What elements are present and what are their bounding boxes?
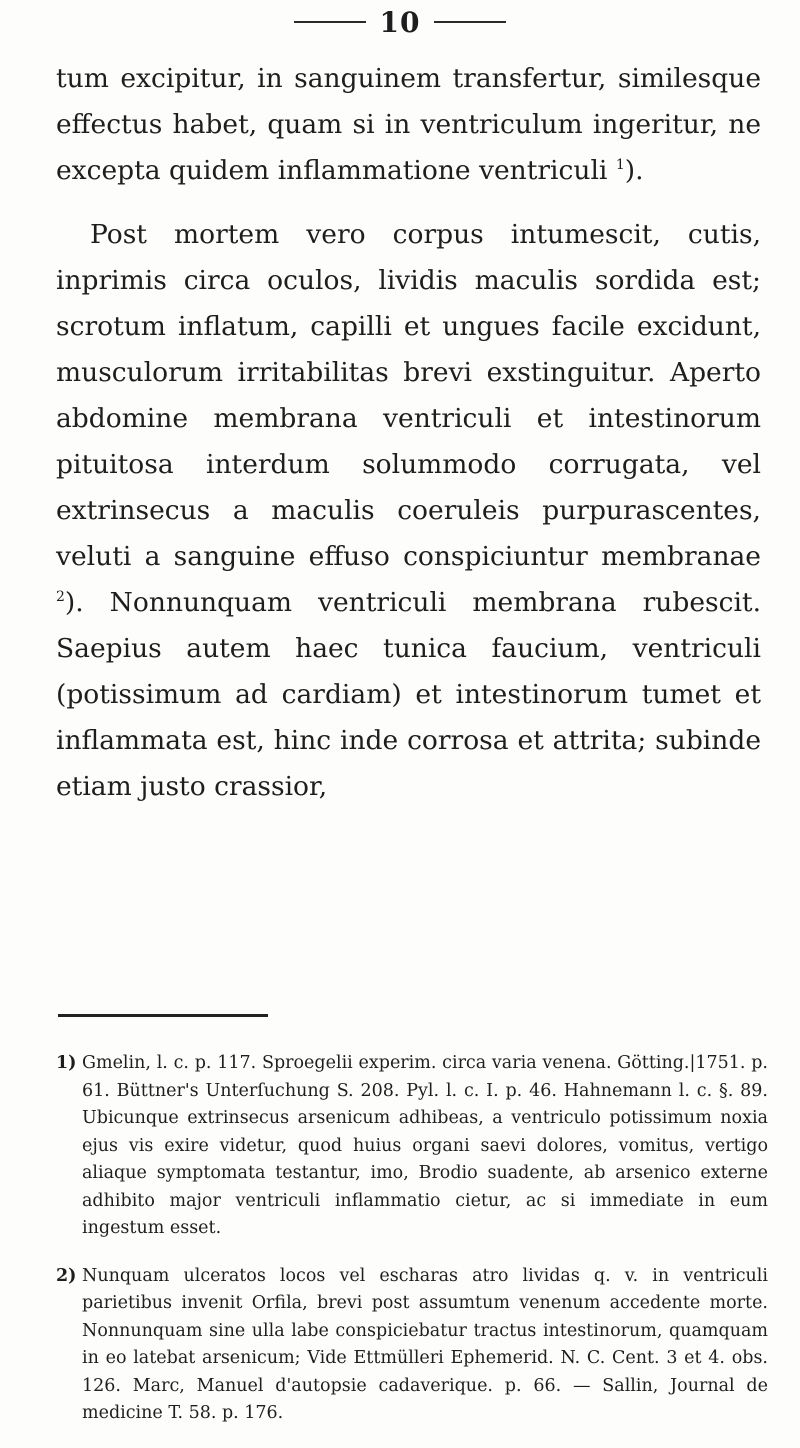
paragraph-2 xyxy=(56,212,761,810)
page-number: 10 xyxy=(379,5,421,39)
footnote-1 xyxy=(56,1050,768,1243)
footnote-1-mark: 1) xyxy=(56,1053,77,1073)
footnote-2-mark: 2) xyxy=(56,1265,77,1286)
footnote-ref-2: 2 xyxy=(56,589,65,606)
page-header xyxy=(0,4,800,40)
paragraph-1-end: ). xyxy=(624,155,644,186)
paragraph-2-text-b: ). Nonnunquam ventriculi membrana rubescit. Saepius autem haec tunica faucium, ventriculi (potissimum ad cardiam) et intestinorum tumet et inflammata est, hinc inde corrosa et attrita; subinde etiam justo crassior, xyxy=(56,587,761,802)
paragraph-1 xyxy=(56,56,761,194)
header-rule-right xyxy=(434,21,506,23)
footnote-divider xyxy=(58,1014,268,1017)
main-text xyxy=(56,56,761,810)
footnote-1-text: Gmelin, l. c. p. 117. Sproegelii experim. circa varia venena. Götting.|1751. p. 61. Büttner's Unterſuchung S. 208. Pyl. l. c. I. p. 46. Hahnemann l. c. §. 89. Ubicunque extrinsecus arsenicum adhibeas, a ventriculo potissimum noxia ejus vis exire videtur, quod huius organi saevi dolores, vomitus, vertigo aliaque symptomata testantur, imo, Brodio suadente, ab arsenico externe adhibito major ventriculi inflammatio cietur, ac si immediate in eum ingestum esset. xyxy=(82,1053,768,1238)
paragraph-1-text: tum excipitur, in sanguinem transfertur, similesque effectus habet, quam si in ventriculum ingeritur, ne excepta quidem inflammatione ventriculi xyxy=(56,63,761,186)
footnote-2 xyxy=(56,1263,768,1428)
footnotes xyxy=(56,1050,768,1448)
footnote-ref-1: 1 xyxy=(615,157,625,174)
header-rule-left xyxy=(294,21,366,23)
footnote-2-text: Nunquam ulceratos locos vel escharas atro lividas q. v. in ventriculi parietibus invenit Orfila, brevi post assumtum venenum accedente morte. Nonnunquam sine ulla labe conspiciebatur tractus intestinorum, quamquam in eo latebat arsenicum; Vide Ettmülleri Ephemerid. N. C. Cent. 3 et 4. obs. 126. Marc, Manuel d'autopsie cadaverique. p. 66. — Sallin, Journal de medicine T. 58. p. 176. xyxy=(82,1265,768,1423)
paragraph-2-text-a: Post mortem vero corpus intumescit, cutis, inprimis circa oculos, lividis maculis sordida est; scrotum inflatum, capilli et ungues facile excidunt, musculorum irritabilitas brevi exstinguitur. Aperto abdomine membrana ventriculi et intestinorum pituitosa interdum solummodo corrugata, vel extrinsecus a maculis coeruleis purpurascentes, veluti a sanguine effuso conspiciuntur membranae xyxy=(56,219,761,572)
